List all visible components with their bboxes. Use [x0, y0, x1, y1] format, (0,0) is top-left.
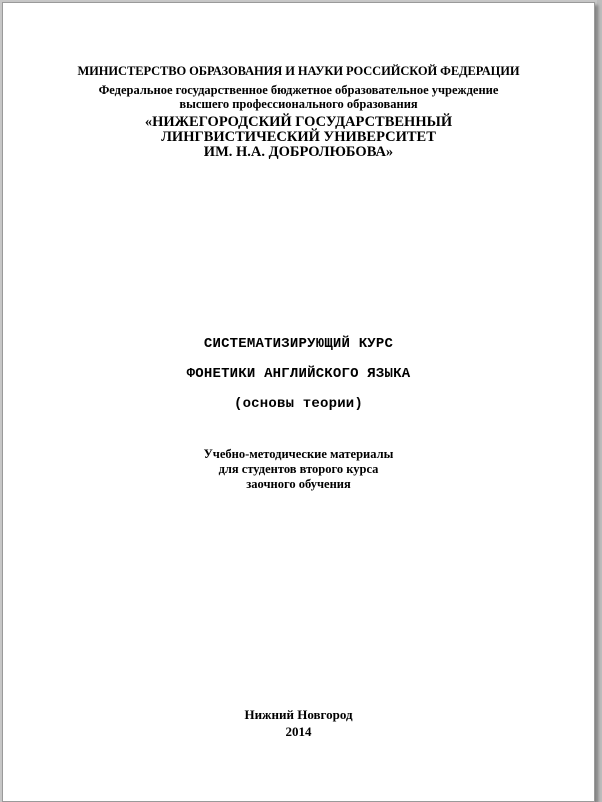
ministry-name: МИНИСТЕРСТВО ОБРАЗОВАНИЯ И НАУКИ РОССИЙСКОЙ ФЕДЕРАЦИИ [77, 64, 520, 78]
subtitle-line-1: Учебно-методические материалы [203, 447, 394, 461]
publication-info [3, 706, 594, 740]
title-line-3: (основы теории) [233, 396, 364, 412]
document-title [3, 333, 594, 423]
viewer-background-edge [597, 0, 602, 802]
university-name-line-3: ИМ. Н.А. ДОБРОЛЮБОВА» [203, 144, 394, 160]
university-name-line-1: «НИЖЕГОРОДСКИЙ ГОСУДАРСТВЕННЫЙ [144, 114, 453, 130]
title-page-header [3, 63, 594, 160]
subtitle-line-3: заочного обучения [246, 477, 351, 491]
document-subtitle [3, 447, 594, 492]
institution-type-line-1: Федеральное государственное бюджетное образовательное учреждение [98, 83, 499, 97]
title-line-2: ФОНЕТИКИ АНГЛИЙСКОГО ЯЗЫКА [186, 366, 411, 382]
document-page [2, 2, 595, 802]
title-line-1: СИСТЕМАТИЗИРУЮЩИЙ КУРС [203, 336, 394, 352]
subtitle-line-2: для студентов второго курса [218, 462, 379, 476]
publication-year: 2014 [285, 724, 312, 739]
university-name [3, 115, 594, 160]
publication-city: Нижний Новгород [244, 707, 353, 722]
institution-type-line-2: высшего профессионального образования [179, 97, 418, 111]
university-name-line-2: ЛИНГВИСТИЧЕСКИЙ УНИВЕРСИТЕТ [161, 129, 436, 145]
institution-type [3, 83, 594, 111]
